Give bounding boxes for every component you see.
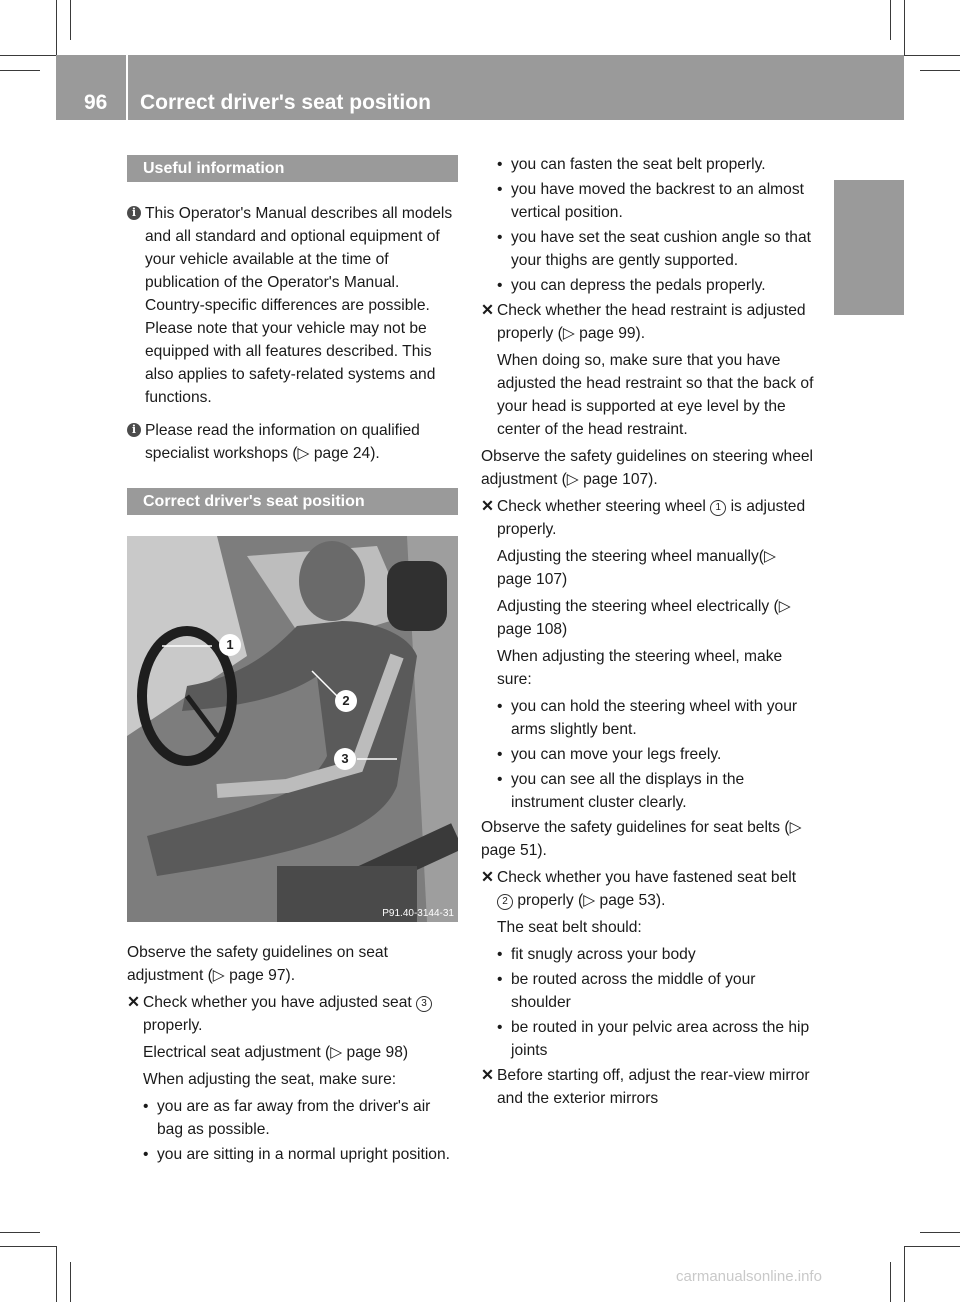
- bullet-icon: •: [143, 1146, 149, 1163]
- callout-ref-1: 1: [710, 500, 726, 516]
- bullet-icon: •: [497, 277, 503, 294]
- crop-mark: [904, 55, 960, 56]
- bullet-text: you have set the seat cushion angle so that your thighs are gently supported.: [511, 229, 811, 269]
- crop-mark: [70, 0, 71, 40]
- crop-mark: [904, 1246, 905, 1302]
- bullet-icon: •: [497, 971, 503, 988]
- bullet-icon: •: [497, 771, 503, 788]
- step-text: Check whether steering wheel: [497, 498, 706, 515]
- left-column: [127, 155, 458, 469]
- bullet-text: you can move your legs freely.: [511, 746, 722, 763]
- crop-mark: [920, 1232, 960, 1233]
- crop-mark: [904, 0, 905, 55]
- bullet-icon: •: [497, 746, 503, 763]
- crop-mark: [0, 1232, 40, 1233]
- paragraph: Observe the safety guidelines for seat belts (▷ page 51).: [481, 819, 802, 859]
- step-detail: Adjusting the steering wheel electrically (▷ page 108): [497, 598, 791, 638]
- bullet-icon: •: [497, 1019, 503, 1036]
- header-divider: [126, 55, 128, 120]
- step-text: properly.: [143, 1017, 203, 1034]
- step-detail: When adjusting the steering wheel, make sure:: [497, 648, 783, 688]
- driver-seat-illustration: [127, 536, 458, 922]
- crop-mark: [920, 70, 960, 71]
- bullet-item: [481, 274, 814, 297]
- bullet-text: be routed across the middle of your shoulder: [511, 971, 756, 1011]
- step-detail: When adjusting the seat, make sure:: [143, 1071, 397, 1088]
- callout-ref-3: 3: [416, 996, 432, 1012]
- crop-mark: [70, 1262, 71, 1302]
- bullet-item: [127, 1143, 460, 1166]
- bullet-item: [481, 695, 814, 741]
- crop-mark: [890, 0, 891, 40]
- paragraph: Observe the safety guidelines on seat adjustment (▷ page 97).: [127, 944, 388, 984]
- bullet-text: you can fasten the seat belt properly.: [511, 156, 766, 173]
- bullet-icon: •: [143, 1098, 149, 1115]
- step-x-icon: ✕: [127, 994, 141, 1011]
- instruction-step: [481, 495, 814, 541]
- page-number: 96: [84, 91, 108, 114]
- instruction-step: [127, 991, 460, 1037]
- page-title: Correct driver's seat position: [140, 91, 431, 114]
- bullet-icon: •: [497, 156, 503, 173]
- section-banner-useful-information: Useful information: [127, 155, 458, 182]
- step-text: Check whether the head restraint is adjusted properly (▷ page 99).: [497, 302, 806, 342]
- step-detail: When doing so, make sure that you have adjusted the head restraint so that the back of your head is supported at eye level by the center of the head restraint.: [497, 352, 814, 438]
- bullet-text: be routed in your pelvic area across the hip joints: [511, 1019, 810, 1059]
- crop-mark: [0, 1246, 56, 1247]
- step-detail: The seat belt should:: [497, 919, 642, 936]
- bullet-item: [481, 178, 814, 224]
- figure-code: P91.40-3144-31: [382, 908, 454, 919]
- crop-mark: [56, 0, 57, 55]
- crop-mark: [0, 70, 40, 71]
- callout-2: 2: [335, 690, 357, 712]
- bullet-icon: •: [497, 698, 503, 715]
- bullet-item: [481, 1016, 814, 1062]
- step-x-icon: ✕: [481, 302, 495, 319]
- bullet-icon: •: [497, 946, 503, 963]
- callout-ref-2: 2: [497, 894, 513, 910]
- info-note: [127, 419, 458, 465]
- instruction-step: [481, 866, 814, 912]
- step-text: properly (▷ page 53).: [517, 892, 666, 909]
- step-text: is adjusted properly.: [497, 498, 806, 538]
- step-text: Before starting off, adjust the rear-view mirror and the exterior mirrors: [497, 1067, 810, 1107]
- watermark: carmanualsonline.info: [676, 1268, 822, 1285]
- bullet-text: you have moved the backrest to an almost vertical position.: [511, 181, 804, 221]
- left-column-section2: [127, 488, 458, 515]
- step-text: Check whether you have fastened seat belt: [497, 869, 797, 886]
- bullet-icon: •: [497, 229, 503, 246]
- bullet-text: fit snugly across your body: [511, 946, 696, 963]
- info-icon: i: [127, 206, 141, 220]
- bullet-text: you are sitting in a normal upright position.: [157, 1146, 450, 1163]
- step-detail: Adjusting the steering wheel manually(▷ page 107): [497, 548, 776, 588]
- right-column: [481, 153, 814, 1114]
- info-text: Please read the information on qualified specialist workshops (▷ page 24).: [145, 422, 420, 462]
- instruction-step: [481, 299, 814, 345]
- bullet-text: you can hold the steering wheel with your arms slightly bent.: [511, 698, 798, 738]
- crop-mark: [904, 1246, 960, 1247]
- step-x-icon: ✕: [481, 1067, 495, 1084]
- callout-1: 1: [219, 634, 241, 656]
- bullet-item: [481, 943, 814, 966]
- section-banner-seat-position: Correct driver's seat position: [127, 488, 458, 515]
- illustration-graphic: [127, 536, 458, 922]
- bullet-item: [127, 1095, 460, 1141]
- crop-mark: [0, 55, 56, 56]
- crop-mark: [56, 1246, 57, 1302]
- bullet-text: you can depress the pedals properly.: [511, 277, 766, 294]
- bullet-item: [481, 226, 814, 272]
- bullet-icon: •: [497, 181, 503, 198]
- bullet-text: you can see all the displays in the instrument cluster clearly.: [511, 771, 745, 811]
- left-column-section3: [127, 941, 460, 1168]
- step-detail: Electrical seat adjustment (▷ page 98): [143, 1044, 409, 1061]
- paragraph: Observe the safety guidelines on steering wheel adjustment (▷ page 107).: [481, 448, 813, 488]
- step-text: Check whether you have adjusted seat: [143, 994, 412, 1011]
- bullet-item: [481, 768, 814, 814]
- info-icon: i: [127, 423, 141, 437]
- bullet-item: [481, 153, 814, 176]
- info-note: [127, 202, 458, 409]
- side-tab-label: Seats, steering wheel and mirrors: [870, 393, 893, 730]
- step-x-icon: ✕: [481, 498, 495, 515]
- step-x-icon: ✕: [481, 869, 495, 886]
- crop-mark: [890, 1262, 891, 1302]
- bullet-item: [481, 968, 814, 1014]
- bullet-text: you are as far away from the driver's air bag as possible.: [157, 1098, 431, 1138]
- callout-3: 3: [334, 748, 356, 770]
- info-text: This Operator's Manual describes all models and all standard and optional equipment of your vehicle available at the time of publication of the Operator's Manual. Country-specific differences are possible. Please note that your vehicle may not be equipped with all features described. This also applies to safety-related systems and functions.: [145, 205, 453, 406]
- bullet-item: [481, 743, 814, 766]
- instruction-step: [481, 1064, 814, 1110]
